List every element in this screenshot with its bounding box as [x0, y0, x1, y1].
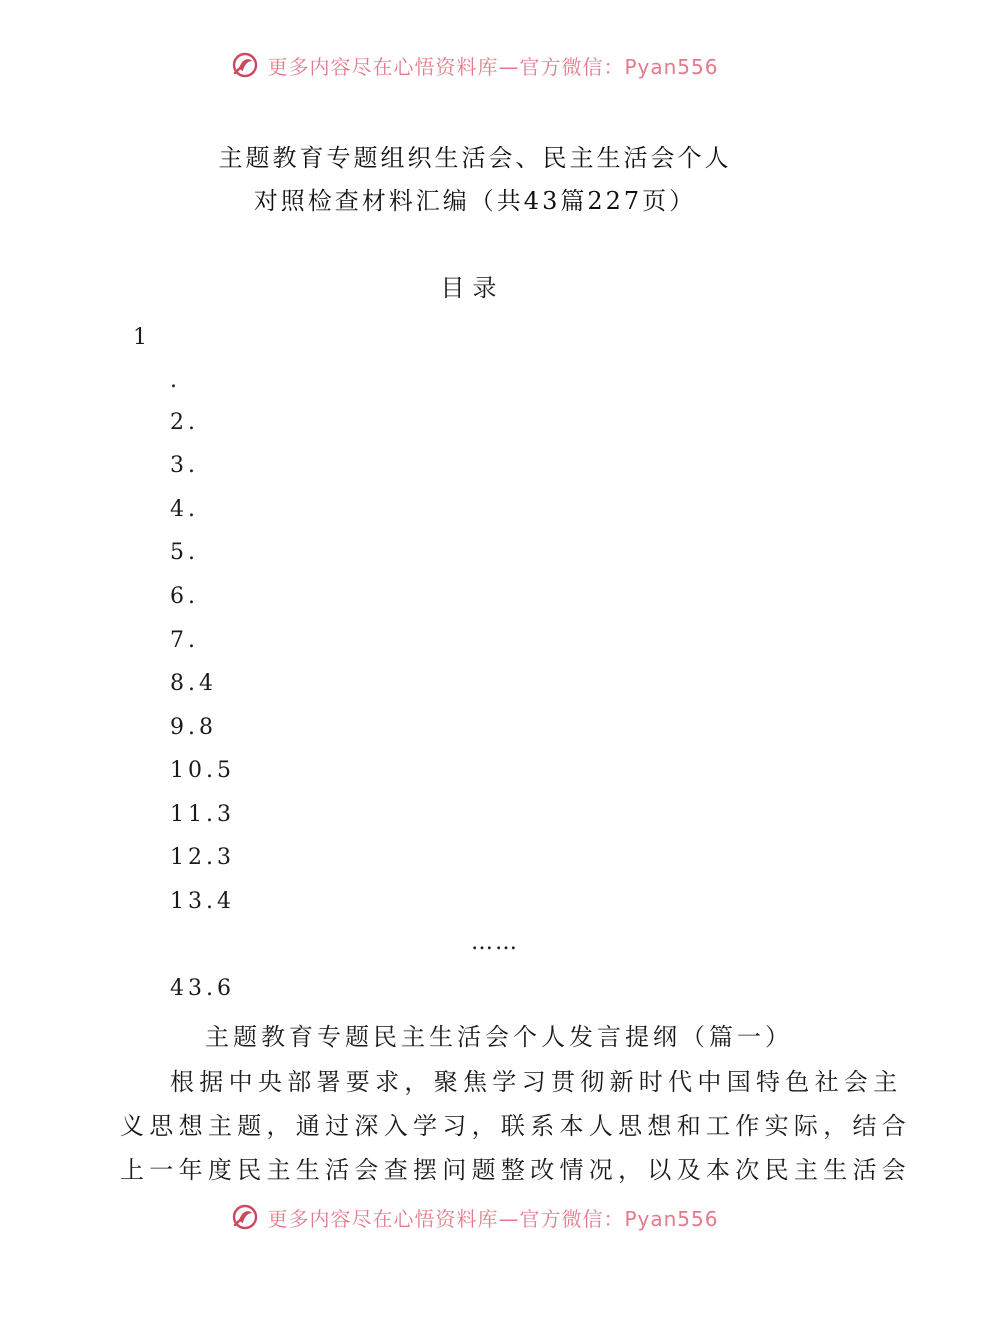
section-title: 主题教育专题民主生活会个人发言提纲（篇一） — [205, 1023, 793, 1051]
toc-item: 4. — [170, 497, 199, 522]
watermark-banner-bottom — [0, 1208, 950, 1238]
toc-item: 10.5 — [170, 758, 235, 783]
toc-item-last: 43.6 — [170, 976, 235, 1001]
watermark-text-bottom: 更多内容尽在心悟资料库—官方微信：Pyan556 — [267, 1206, 719, 1231]
document-title-line-1: 主题教育专题组织生活会、民主生活会个人 — [218, 144, 732, 172]
toc-heading: 目录 — [440, 274, 505, 302]
paragraph-line: 根据中央部署要求，聚焦学习贯彻新时代中国特色社会主 — [170, 1068, 903, 1096]
toc-item: 8.4 — [170, 671, 217, 696]
brand-logo-icon — [231, 51, 259, 79]
watermark-text-top: 更多内容尽在心悟资料库—官方微信：Pyan556 — [267, 54, 719, 79]
paragraph-line: 义思想主题，通过深入学习，联系本人思想和工作实际，结合 — [120, 1112, 912, 1140]
toc-item: 3. — [170, 453, 199, 478]
toc-item: 13.4 — [170, 889, 235, 914]
watermark-banner-top — [0, 56, 950, 86]
toc-item-number: 1 — [133, 325, 151, 350]
paragraph-line: 上一年度民主生活会查摆问题整改情况，以及本次民主生活会 — [120, 1156, 912, 1184]
toc-item: 5. — [170, 540, 199, 565]
toc-item: 9.8 — [170, 715, 217, 740]
toc-item: 12.3 — [170, 845, 235, 870]
toc-item: 7. — [170, 628, 199, 653]
toc-item-dot: . — [170, 368, 181, 393]
toc-item: 6. — [170, 584, 199, 609]
document-title-line-2: 对照检查材料汇编（共43篇227页） — [253, 187, 697, 215]
brand-logo-icon — [231, 1203, 259, 1231]
toc-ellipsis: …… — [471, 930, 519, 955]
toc-item: 2. — [170, 410, 199, 435]
toc-item: 11.3 — [170, 802, 235, 827]
